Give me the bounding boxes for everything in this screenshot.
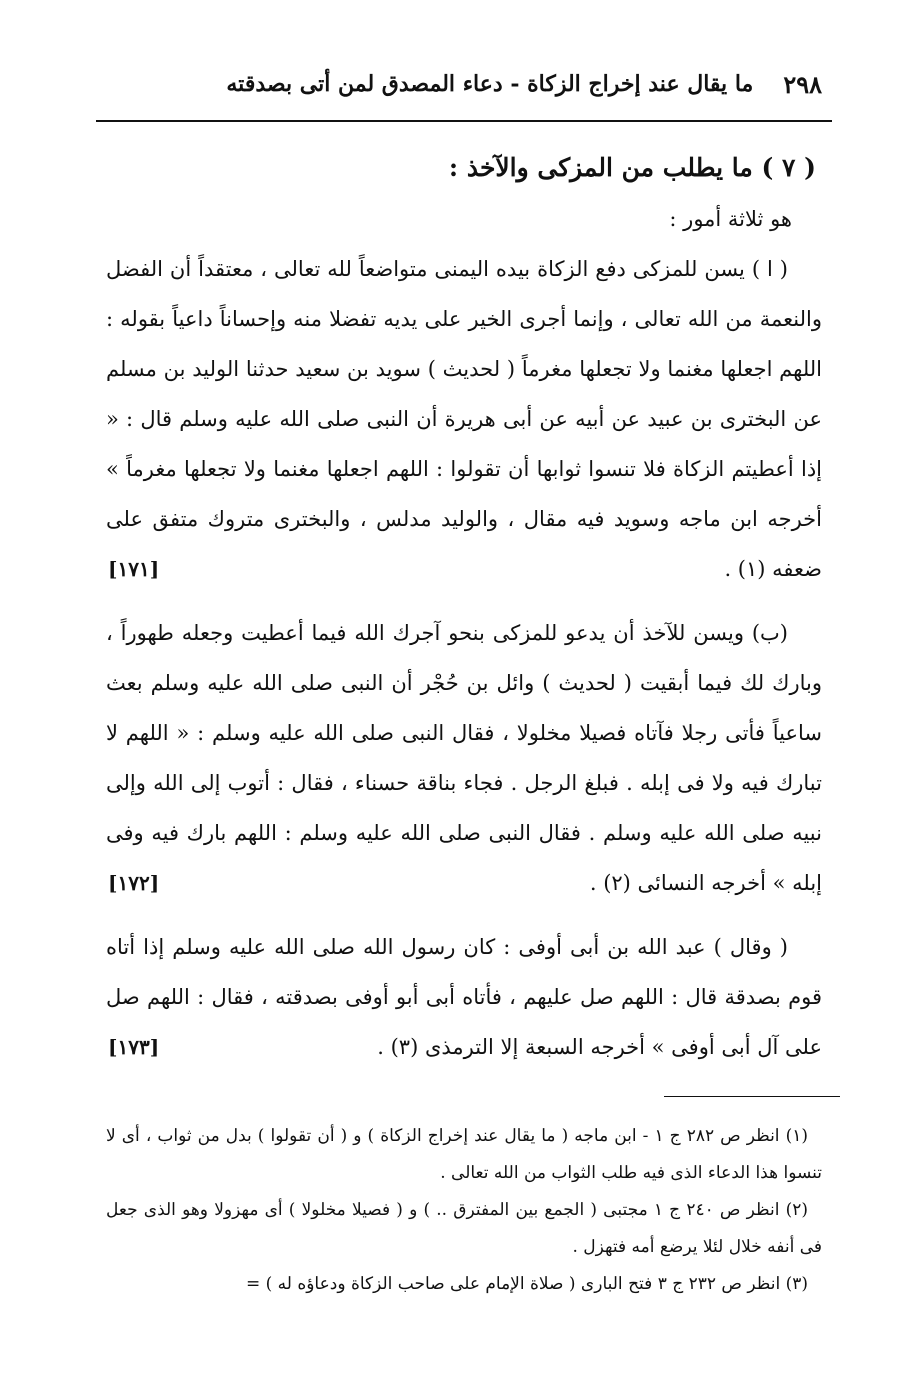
section-intro: هو ثلاثة أمور : (669, 207, 792, 231)
hadith-number: [١٧٣] (108, 1035, 160, 1059)
footnote-rule (664, 1096, 840, 1097)
running-header (96, 62, 822, 106)
main-text (106, 140, 822, 1072)
paragraph-text: ( وقال ) عبد الله بن أبى أوفى : كان رسول الله صلى الله عليه وسلم إذا أتاه قوم بصدقة قال : اللهم صل عليهم ، فأتاه أبى أبو أوفى بصدقته ، فقال : اللهم صل على آل أبى أوفى » أخرجه السبعة إلا الترمذى (٣) . (106, 935, 822, 1059)
footnote-2: (٢) انظر ص ٢٤٠ ج ١ مجتبى ( الجمع بين المفترق .. ) و ( فصيلا مخلولا ) أى مهزولا وهو الذى جعل فى أنفه خلال لئلا يرضع أمه فتهزل . (106, 1200, 822, 1257)
hadith-paragraph-172 (106, 608, 822, 908)
hadith-number: [١٧١] (108, 557, 160, 581)
hadith-number: [١٧٢] (108, 871, 160, 895)
footnote-3: (٣) انظر ص ٢٣٢ ج ٣ فتح البارى ( صلاة الإمام على صاحب الزكاة ودعاؤه له ) = (245, 1274, 808, 1294)
page-number: ٢٩٨ (783, 69, 822, 99)
hadith-paragraph-173 (106, 922, 822, 1072)
hadith-paragraph-171 (106, 244, 822, 594)
paragraph-text: (ب) ويسن للآخذ أن يدعو للمزكى بنحو آجرك الله فيما أعطيت وجعله طهوراً ، وبارك لك فيما أبقيت ( لحديث ) وائل بن حُجْر أن النبى صلى الله عليه وسلم بعث ساعياً فأتى رجلا فآتاه فصيلا مخلولا ، فقال النبى صلى الله عليه وسلم : « اللهم لا تبارك فيه ولا فى إبله . فبلغ الرجل . فجاء بناقة حسناء ، فقال : أتوب إلى الله وإلى نبيه صلى الله عليه وسلم . فقال النبى صلى الله عليه وسلم : اللهم بارك فيه وفى إبله » أخرجه النسائى (٢) . (106, 621, 822, 895)
paragraph-text: ( ا ) يسن للمزكى دفع الزكاة بيده اليمنى متواضعاً لله تعالى ، معتقداً أن الفضل والنعمة من الله تعالى ، وإنما أجرى الخير على يديه تفضلا منه وإحساناً داعياً بقوله : اللهم اجعلها مغنما ولا تجعلها مغرماً ( لحديث ) سويد بن سعيد حدثنا الوليد بن مسلم عن البخترى بن عبيد عن أبيه عن أبى هريرة أن النبى صلى الله عليه وسلم قال : « إذا أعطيتم الزكاة فلا تنسوا ثوابها أن تقولوا : اللهم اجعلها مغنما ولا تجعلها مغرماً » أخرجه ابن ماجه وسويد فيه مقال ، والوليد مدلس ، والبخترى متروك متفق على ضعفه (١) . (106, 257, 822, 581)
section-heading: ( ٧ ) ما يطلب من المزكى والآخذ : (448, 153, 816, 182)
footnote-1: (١) انظر ص ٢٨٢ ج ١ - ابن ماجه ( ما يقال عند إخراج الزكاة ) و ( أن تقولوا ) بدل من ثواب ، أى لا تنسوا هذا الدعاء الذى فيه طلب الثواب من الله تعالى . (106, 1126, 822, 1183)
header-rule (96, 120, 832, 122)
running-title: ما يقال عند إخراج الزكاة - دعاء المصدق لمن أتى بصدقته (226, 71, 754, 97)
footnotes (106, 1118, 822, 1303)
